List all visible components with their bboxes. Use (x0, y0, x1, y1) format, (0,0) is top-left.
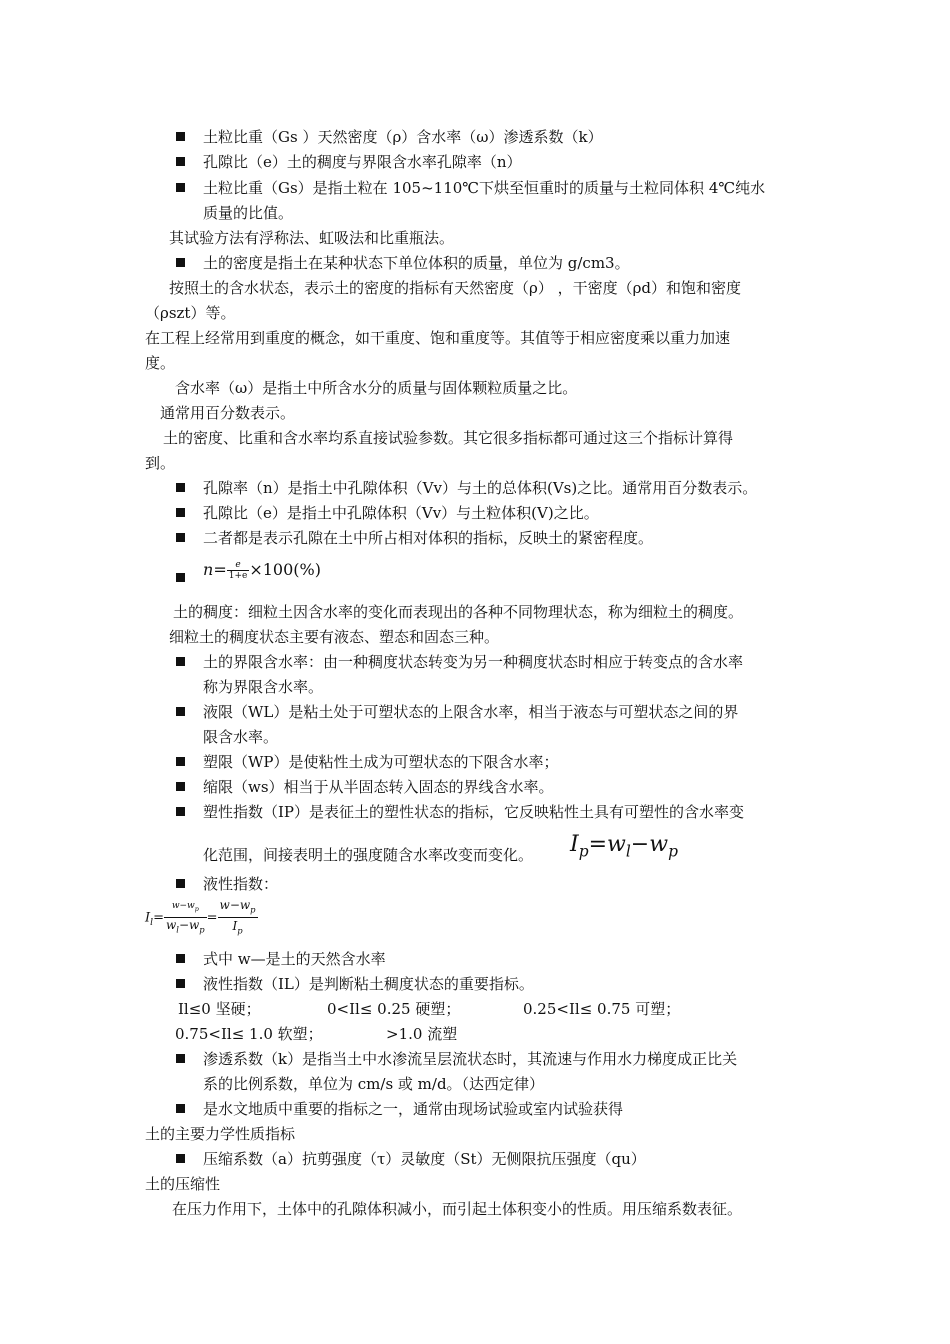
paragraph-line: 系的比例系数，单位为 cm/s 或 m/d。（达西定律） (203, 1075, 545, 1093)
paragraph-line: 其试验方法有浮称法、虹吸法和比重瓶法。 (169, 229, 455, 247)
formula-minus: − (630, 832, 650, 857)
formula-equals: = (206, 910, 218, 926)
formula-equals: = (153, 910, 164, 926)
formula-subscript: p (578, 842, 589, 861)
formula-lhs: I (570, 832, 579, 857)
fraction-numerator (164, 899, 207, 918)
paragraph-line: 土的界限含水率：由一种稠度状态转变为另一种稠度状态时相应于转变点的含水率 (203, 653, 744, 671)
bullet-square-icon (176, 258, 185, 267)
numerator-text: w−w (171, 901, 195, 912)
formula-subscript: p (199, 924, 205, 935)
formula-subscript: p (194, 906, 199, 914)
formula-fraction (227, 560, 250, 581)
formula-lhs: n (203, 560, 214, 579)
paragraph-line: 称为界限含水率。 (203, 678, 324, 696)
fraction-denominator (164, 918, 207, 936)
paragraph-line: 在压力作用下，土体中的孔隙体积减小，而引起土体积变小的性质。用压缩系数表征。 (172, 1200, 743, 1218)
formula-subscript: l (150, 917, 154, 928)
bullet-square-icon (176, 157, 185, 166)
paragraph-line: 缩限（ws）相当于从半固态转入固态的界线含水率。 (203, 778, 554, 796)
paragraph-line: 是水文地质中重要的指标之一，通常由现场试验或室内试验获得 (203, 1100, 624, 1118)
bullet-square-icon (176, 533, 185, 542)
consistency-range: Il≤0 坚硬； (178, 1000, 261, 1018)
paragraph-line: 塑性指数（IP）是表征土的塑性状态的指标，它反映粘性土具有可塑性的含水率变 (203, 803, 745, 821)
plasticity-formula (570, 830, 678, 866)
section-heading: 土的压缩性 (145, 1175, 221, 1193)
denominator-text: I (232, 919, 238, 934)
paragraph-line: 土粒比重（Gs ）天然密度（ρ）含水率（ω）渗透系数（k） (203, 128, 603, 146)
paragraph-line: 土粒比重（Gs）是指土粒在 105~110℃下烘至恒重时的质量与土粒同体积 4℃纯水 (203, 179, 766, 197)
paragraph-line: 限含水率。 (203, 728, 279, 746)
consistency-range: 0.75<Il≤ 1.0 软塑； (175, 1025, 323, 1043)
formula-fraction (218, 897, 258, 939)
paragraph-line: 二者都是表示孔隙在土中所占相对体积的指标，反映土的紧密程度。 (203, 529, 654, 547)
paragraph-line: 化范围，间接表明土的强度随含水率改变而变化。 (203, 846, 534, 864)
formula-equals: = (588, 832, 607, 857)
bullet-square-icon (176, 757, 185, 766)
formula-subscript: p (250, 904, 256, 915)
liquidity-formula (145, 897, 258, 942)
bullet-square-icon (176, 1054, 185, 1063)
paragraph-line: 度。 (145, 354, 176, 372)
bullet-square-icon (176, 707, 185, 716)
consistency-range: 0<Il≤ 0.25 硬塑； (327, 1000, 461, 1018)
paragraph-line: 含水率（ω）是指土中所含水分的质量与固体颗粒质量之比。 (175, 379, 578, 397)
paragraph-line: 细粒土的稠度状态主要有液态、塑态和固态三种。 (169, 628, 500, 646)
bullet-square-icon (176, 573, 185, 582)
paragraph-line: 式中 w—是土的天然含水率 (203, 950, 386, 968)
formula-fraction (164, 899, 207, 936)
bullet-square-icon (176, 483, 185, 492)
paragraph-line: 在工程上经常用到重度的概念，如干重度、饱和重度等。其值等于相应密度乘以重力加速 (145, 329, 731, 347)
bullet-square-icon (176, 782, 185, 791)
paragraph-line: 土的密度是指土在某种状态下单位体积的质量，单位为 g/cm3。 (203, 254, 630, 272)
formula-term: w (649, 832, 669, 857)
denominator-text: w (165, 918, 177, 933)
paragraph-line: 通常用百分数表示。 (160, 404, 296, 422)
numerator-text: w−w (219, 898, 251, 912)
formula-subscript: p (668, 842, 678, 861)
formula-equals: = (213, 560, 227, 579)
fraction-denominator (218, 918, 258, 938)
formula-lhs: I (145, 910, 151, 926)
paragraph-line: 压缩系数（a）抗剪强度（τ）灵敏度（St）无侧限抗压强度（qu） (203, 1150, 646, 1168)
bullet-square-icon (176, 807, 185, 816)
paragraph-line: 到。 (145, 454, 176, 472)
paragraph-line: 按照土的含水状态，表示土的密度的指标有天然密度（ρ） ，干密度（ρd）和饱和密度 (169, 279, 742, 297)
formula-subscript: p (237, 925, 243, 936)
bullet-square-icon (176, 1154, 185, 1163)
bullet-square-icon (176, 508, 185, 517)
paragraph-line: 质量的比值。 (203, 204, 294, 222)
bullet-square-icon (176, 183, 185, 192)
formula-subscript: l (625, 842, 631, 861)
bullet-square-icon (176, 132, 185, 141)
paragraph-line: 液性指数： (203, 875, 279, 893)
formula-term: w (607, 832, 626, 857)
paragraph-line: 孔隙比（e）土的稠度与界限含水率孔隙率（n） (203, 153, 522, 171)
consistency-range: 0.25<Il≤ 0.75 可塑； (523, 1000, 681, 1018)
paragraph-line: 土的稠度：细粒土因含水率的变化而表现出的各种不同物理状态，称为细粒土的稠度。 (173, 603, 744, 621)
paragraph-line: 土的密度、比重和含水率均系直接试验参数。其它很多指标都可通过这三个指标计算得 (163, 429, 734, 447)
fraction-numerator: e (227, 560, 250, 571)
bullet-square-icon (176, 879, 185, 888)
bullet-square-icon (176, 979, 185, 988)
paragraph-line: 液性指数（IL）是判断粘土稠度状态的重要指标。 (203, 975, 534, 993)
section-heading: 土的主要力学性质指标 (145, 1125, 296, 1143)
bullet-square-icon (176, 1104, 185, 1113)
paragraph-line: （ρszt）等。 (145, 304, 236, 322)
formula-rest: ×100(%) (249, 560, 321, 579)
paragraph-line: 渗透系数（k）是指当土中水渗流呈层流状态时，其流速与作用水力梯度成正比关 (203, 1050, 738, 1068)
denominator-text: −w (178, 918, 200, 933)
fraction-numerator (218, 897, 258, 918)
formula-subscript: l (176, 924, 179, 935)
bullet-square-icon (176, 954, 185, 963)
paragraph-line: 液限（WL）是粘土处于可塑状态的上限含水率，相当于液态与可塑状态之间的界 (203, 703, 739, 721)
paragraph-line: 孔隙比（e）是指土中孔隙体积（Vv）与土粒体积(V)之比。 (203, 504, 599, 522)
paragraph-line: 孔隙率（n）是指土中孔隙体积（Vv）与土的总体积(Vs)之比。通常用百分数表示。 (203, 479, 758, 497)
bullet-square-icon (176, 657, 185, 666)
consistency-range: >1.0 流塑 (386, 1025, 458, 1043)
fraction-denominator: 1+e (228, 571, 248, 581)
porosity-formula (203, 558, 321, 582)
paragraph-line: 塑限（WP）是使粘性土成为可塑状态的下限含水率； (203, 753, 559, 771)
